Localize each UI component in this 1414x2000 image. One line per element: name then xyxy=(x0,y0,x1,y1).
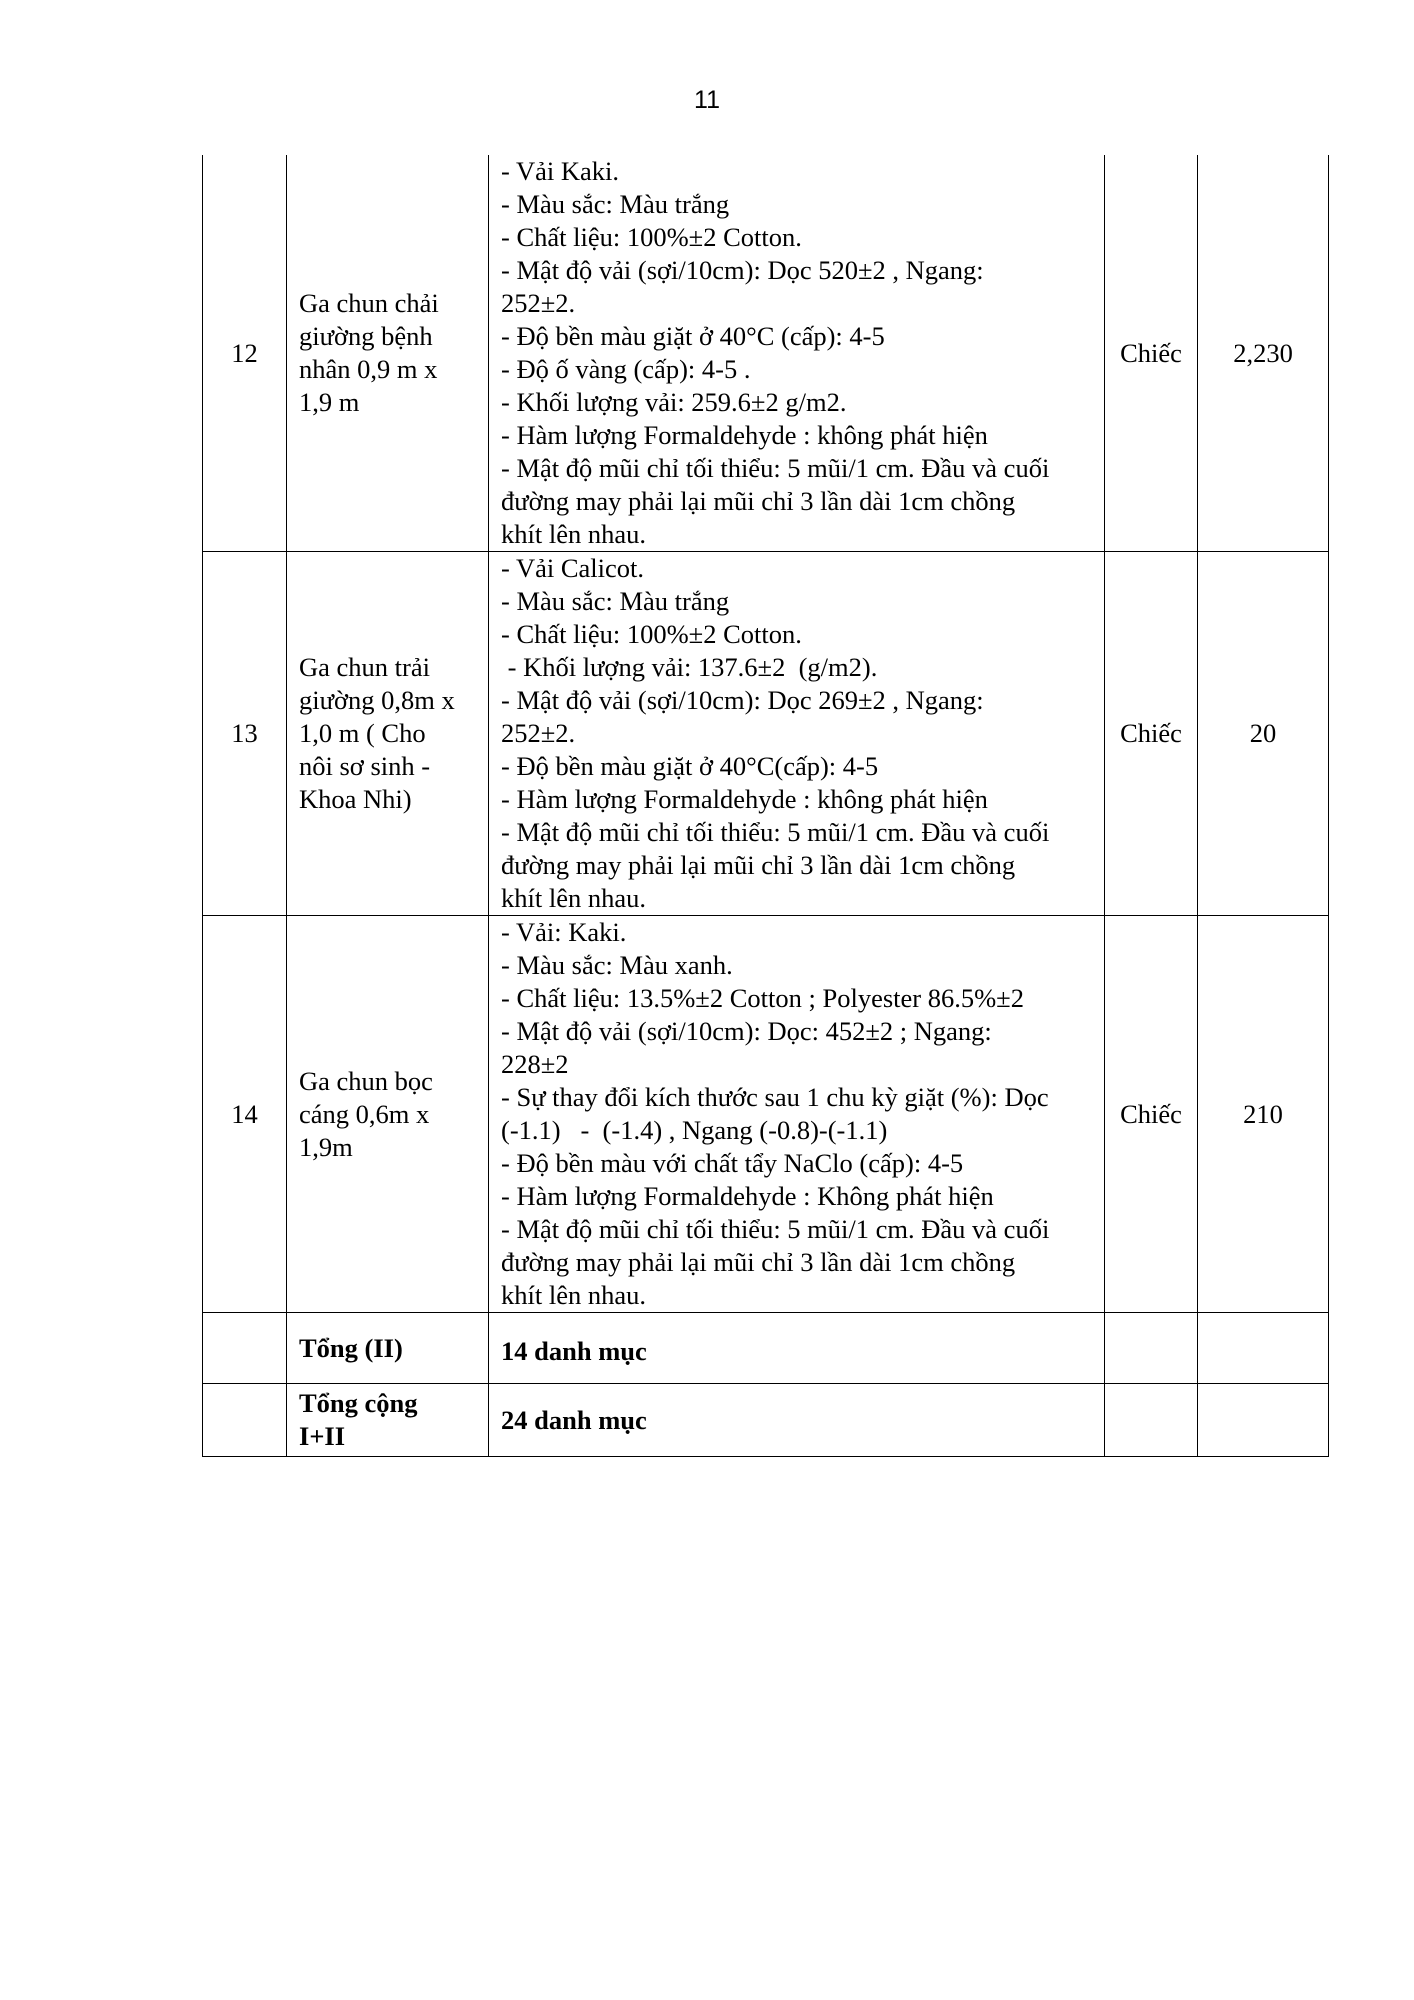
spec-line: - Mật độ vải (sợi/10cm): Dọc 520±2 , Ngang: xyxy=(501,255,984,285)
empty-cell xyxy=(203,1313,287,1384)
spec-line: - Độ bền màu với chất tẩy NaClo (cấp): 4-5 xyxy=(501,1148,964,1178)
row-number: 14 xyxy=(203,916,287,1313)
spec-line: - Chất liệu: 13.5%±2 Cotton ; Polyester 86.5%±2 xyxy=(501,983,1024,1013)
spec-line: đường may phải lại mũi chỉ 3 lần dài 1cm chồng xyxy=(501,1247,1016,1277)
spec-line: - Khối lượng vải: 259.6±2 g/m2. xyxy=(501,387,847,417)
spec-line: đường may phải lại mũi chỉ 3 lần dài 1cm chồng xyxy=(501,850,1016,880)
item-name-line: Khoa Nhi) xyxy=(299,784,412,814)
item-name-line: 1,0 m ( Cho xyxy=(299,718,426,748)
spec-line: 228±2 xyxy=(501,1049,569,1079)
subtotal-value: 14 danh mục xyxy=(489,1313,1105,1384)
spec-line: khít lên nhau. xyxy=(501,519,646,549)
item-name-line: 1,9 m xyxy=(299,387,360,417)
spec-line: - Mật độ mũi chỉ tối thiểu: 5 mũi/1 cm. Đầu và cuối xyxy=(501,817,1050,847)
page-number: 11 xyxy=(694,86,720,114)
subtotal-row xyxy=(203,1313,1329,1384)
item-specification xyxy=(489,155,1105,552)
spec-line: - Mật độ vải (sợi/10cm): Dọc: 452±2 ; Ngang: xyxy=(501,1016,992,1046)
spec-line: - Hàm lượng Formaldehyde : Không phát hiện xyxy=(501,1181,994,1211)
item-name-line: giường bệnh xyxy=(299,321,433,351)
spec-line: - Độ bền màu giặt ở 40°C (cấp): 4-5 xyxy=(501,321,885,351)
grand-total-row xyxy=(203,1384,1329,1457)
item-specification xyxy=(489,552,1105,916)
item-unit: Chiếc xyxy=(1105,552,1198,916)
spec-line: - Vải Kaki. xyxy=(501,156,619,186)
spec-line: - Vải: Kaki. xyxy=(501,917,627,947)
table-row xyxy=(203,916,1329,1313)
item-name xyxy=(287,916,489,1313)
item-unit: Chiếc xyxy=(1105,916,1198,1313)
spec-line: - Mật độ vải (sợi/10cm): Dọc 269±2 , Ngang: xyxy=(501,685,984,715)
empty-cell xyxy=(203,1384,287,1457)
spec-line: 252±2. xyxy=(501,718,576,748)
item-unit: Chiếc xyxy=(1105,155,1198,552)
item-specification xyxy=(489,916,1105,1313)
spec-line: khít lên nhau. xyxy=(501,883,646,913)
item-quantity: 2,230 xyxy=(1198,155,1329,552)
spec-line: - Sự thay đổi kích thước sau 1 chu kỳ giặt (%): Dọc xyxy=(501,1082,1049,1112)
spec-line: - Khối lượng vải: 137.6±2 (g/m2). xyxy=(501,652,878,682)
spec-line: - Chất liệu: 100%±2 Cotton. xyxy=(501,619,802,649)
spec-line: - Hàm lượng Formaldehyde : không phát hiện xyxy=(501,784,988,814)
item-name xyxy=(287,155,489,552)
grand-total-label-line: Tổng cộng xyxy=(299,1388,418,1418)
grand-total-label xyxy=(287,1384,489,1457)
empty-cell xyxy=(1105,1384,1198,1457)
table-row xyxy=(203,155,1329,552)
item-quantity: 20 xyxy=(1198,552,1329,916)
spec-line: - Mật độ mũi chỉ tối thiểu: 5 mũi/1 cm. Đầu và cuối xyxy=(501,453,1050,483)
empty-cell xyxy=(1198,1313,1329,1384)
item-name-line: 1,9m xyxy=(299,1131,353,1162)
item-name xyxy=(287,552,489,916)
item-name-line: giường 0,8m x xyxy=(299,685,455,715)
spec-line: - Độ bền màu giặt ở 40°C(cấp): 4-5 xyxy=(501,751,879,781)
item-name-line: cáng 0,6m x xyxy=(299,1098,430,1129)
spec-line: - Hàm lượng Formaldehyde : không phát hiện xyxy=(501,420,988,450)
item-quantity: 210 xyxy=(1198,916,1329,1313)
spec-line: - Màu sắc: Màu xanh. xyxy=(501,950,733,980)
table-row xyxy=(203,552,1329,916)
spec-line: - Màu sắc: Màu trắng xyxy=(501,189,730,219)
row-number: 13 xyxy=(203,552,287,916)
spec-line: - Mật độ mũi chỉ tối thiểu: 5 mũi/1 cm. Đầu và cuối xyxy=(501,1214,1050,1244)
spec-line: - Chất liệu: 100%±2 Cotton. xyxy=(501,222,802,252)
spec-line: khít lên nhau. xyxy=(501,1280,646,1310)
grand-total-label-line: I+II xyxy=(299,1421,346,1451)
item-name-line: Ga chun chải xyxy=(299,288,439,318)
spec-line: đường may phải lại mũi chỉ 3 lần dài 1cm chồng xyxy=(501,486,1016,516)
subtotal-label: Tổng (II) xyxy=(287,1313,489,1384)
specification-table xyxy=(202,155,1329,1457)
empty-cell xyxy=(1105,1313,1198,1384)
spec-line: - Màu sắc: Màu trắng xyxy=(501,586,730,616)
spec-line: - Độ ố vàng (cấp): 4-5 . xyxy=(501,354,751,384)
item-name-line: nôi sơ sinh - xyxy=(299,751,431,781)
row-number: 12 xyxy=(203,155,287,552)
item-name-line: Ga chun bọc xyxy=(299,1065,433,1096)
spec-line: 252±2. xyxy=(501,288,576,318)
spec-line: (-1.1) - (-1.4) , Ngang (-0.8)-(-1.1) xyxy=(501,1115,888,1145)
item-name-line: nhân 0,9 m x xyxy=(299,354,438,384)
grand-total-value: 24 danh mục xyxy=(489,1384,1105,1457)
spec-line: - Vải Calicot. xyxy=(501,553,645,583)
empty-cell xyxy=(1198,1384,1329,1457)
item-name-line: Ga chun trải xyxy=(299,652,430,682)
